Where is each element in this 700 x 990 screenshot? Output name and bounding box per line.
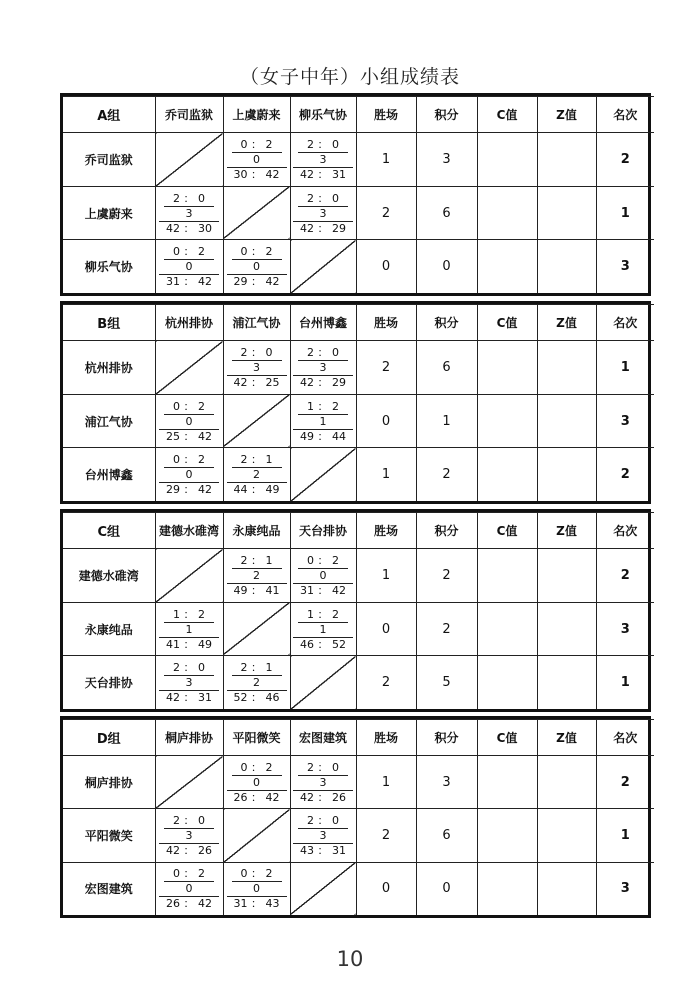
diagonal-cell	[290, 448, 356, 501]
z-value-cell	[537, 448, 596, 501]
match-score	[224, 245, 290, 288]
wins-cell: 1	[356, 756, 416, 809]
column-team-name: 浦江气协	[223, 305, 290, 341]
column-team-name: 建德水碓湾	[155, 513, 223, 549]
diagonal-cell	[223, 602, 290, 656]
team-row	[63, 341, 654, 395]
c-value-cell	[477, 186, 537, 240]
match-points: 3	[293, 829, 353, 844]
match-points: 0	[227, 776, 287, 791]
column-header: Z值	[537, 720, 596, 756]
score-cell	[155, 240, 223, 293]
column-team-name: 永康纯品	[223, 513, 290, 549]
row-team-name: 上虞蔚来	[63, 186, 155, 240]
point-totals: 31 ： 43	[233, 897, 280, 911]
points-cell: 1	[416, 394, 477, 448]
group-table	[60, 716, 651, 918]
row-team-name: 乔司监狱	[63, 133, 155, 187]
score-cell	[155, 186, 223, 240]
point-totals: 52 ： 46	[233, 691, 280, 705]
points-cell: 3	[416, 133, 477, 187]
team-row	[63, 656, 654, 709]
c-value-cell	[477, 549, 537, 603]
set-score: 2 ： 0	[164, 814, 214, 829]
team-row	[63, 756, 654, 809]
column-header: 胜场	[356, 305, 416, 341]
set-score: 0 ： 2	[164, 453, 214, 468]
score-cell	[155, 862, 223, 915]
points-cell: 0	[416, 862, 477, 915]
z-value-cell	[537, 133, 596, 187]
team-row	[63, 240, 654, 293]
z-value-cell	[537, 341, 596, 395]
row-team-name: 建德水碓湾	[63, 549, 155, 603]
set-score: 2 ： 0	[164, 192, 214, 207]
rank-cell: 2	[596, 756, 654, 809]
column-team-name: 桐庐排协	[155, 720, 223, 756]
match-points: 0	[159, 415, 219, 430]
column-header: 名次	[596, 513, 654, 549]
point-totals: 42 ： 30	[166, 221, 212, 235]
point-totals: 30 ： 42	[233, 167, 280, 181]
diagonal-cell	[223, 186, 290, 240]
rank-cell: 1	[596, 656, 654, 709]
point-totals: 43 ： 31	[300, 844, 346, 858]
points-cell: 3	[416, 756, 477, 809]
match-score	[291, 554, 356, 597]
z-value-cell	[537, 240, 596, 293]
team-row	[63, 133, 654, 187]
column-team-name: 杭州排协	[155, 305, 223, 341]
column-header: 名次	[596, 97, 654, 133]
points-cell: 2	[416, 549, 477, 603]
diagonal-cell	[223, 809, 290, 862]
set-score: 2 ： 0	[298, 761, 348, 776]
group-name: D组	[63, 720, 155, 756]
match-score	[156, 192, 223, 235]
match-score	[156, 867, 223, 910]
match-score	[156, 453, 223, 496]
header-row	[63, 513, 654, 549]
match-score	[156, 608, 223, 651]
row-team-name: 桐庐排协	[63, 756, 155, 809]
header-row	[63, 97, 654, 133]
column-team-name: 柳乐气协	[290, 97, 356, 133]
score-cell	[290, 341, 356, 395]
column-header: 名次	[596, 720, 654, 756]
point-totals: 26 ： 42	[166, 897, 212, 911]
rank-cell: 1	[596, 341, 654, 395]
column-header: 积分	[416, 513, 477, 549]
rank-cell: 3	[596, 240, 654, 293]
wins-cell: 1	[356, 549, 416, 603]
z-value-cell	[537, 186, 596, 240]
wins-cell: 2	[356, 809, 416, 862]
score-cell	[223, 240, 290, 293]
column-team-name: 乔司监狱	[155, 97, 223, 133]
rank-cell: 3	[596, 602, 654, 656]
score-cell	[223, 756, 290, 809]
set-score: 2 ： 0	[298, 192, 348, 207]
z-value-cell	[537, 549, 596, 603]
match-score	[291, 400, 356, 443]
header-row	[63, 720, 654, 756]
score-cell	[290, 394, 356, 448]
column-header: 积分	[416, 720, 477, 756]
diagonal-cell	[155, 549, 223, 603]
point-totals: 46 ： 52	[300, 637, 346, 651]
wins-cell: 2	[356, 656, 416, 709]
group-name: A组	[63, 97, 155, 133]
match-score	[156, 400, 223, 443]
match-points: 0	[227, 153, 287, 168]
rank-cell: 2	[596, 549, 654, 603]
diagonal-cell	[155, 341, 223, 395]
z-value-cell	[537, 862, 596, 915]
match-score	[291, 192, 356, 235]
row-team-name: 杭州排协	[63, 341, 155, 395]
rank-cell: 1	[596, 186, 654, 240]
point-totals: 31 ： 42	[300, 583, 346, 597]
score-cell	[223, 448, 290, 501]
row-team-name: 台州博鑫	[63, 448, 155, 501]
match-points: 1	[293, 415, 353, 430]
set-score: 1 ： 2	[164, 608, 214, 623]
results-table	[63, 96, 654, 293]
points-cell: 6	[416, 186, 477, 240]
score-cell	[155, 809, 223, 862]
set-score: 1 ： 2	[298, 608, 348, 623]
match-points: 2	[227, 676, 287, 691]
set-score: 2 ： 0	[164, 661, 214, 676]
column-header: C值	[477, 97, 537, 133]
match-points: 3	[293, 207, 353, 222]
wins-cell: 0	[356, 602, 416, 656]
rank-cell: 2	[596, 448, 654, 501]
set-score: 0 ： 2	[232, 867, 282, 882]
match-points: 0	[159, 468, 219, 483]
point-totals: 42 ： 31	[166, 691, 212, 705]
diagonal-cell	[155, 756, 223, 809]
set-score: 0 ： 2	[232, 245, 282, 260]
row-team-name: 天台排协	[63, 656, 155, 709]
match-score	[224, 138, 290, 181]
column-team-name: 天台排协	[290, 513, 356, 549]
match-score	[156, 814, 223, 857]
c-value-cell	[477, 656, 537, 709]
team-row	[63, 186, 654, 240]
set-score: 2 ： 0	[298, 346, 348, 361]
results-table	[63, 719, 654, 915]
match-points: 1	[159, 623, 219, 638]
wins-cell: 0	[356, 394, 416, 448]
match-points: 3	[159, 207, 219, 222]
diagonal-cell	[223, 394, 290, 448]
column-team-name: 宏图建筑	[290, 720, 356, 756]
score-cell	[290, 133, 356, 187]
match-points: 0	[293, 569, 353, 584]
point-totals: 31 ： 42	[166, 275, 212, 289]
score-cell	[290, 186, 356, 240]
c-value-cell	[477, 133, 537, 187]
score-cell	[223, 133, 290, 187]
point-totals: 29 ： 42	[166, 483, 212, 497]
column-team-name: 平阳微笑	[223, 720, 290, 756]
column-team-name: 上虞蔚来	[223, 97, 290, 133]
group-table	[60, 93, 651, 296]
match-score	[224, 867, 290, 910]
score-cell	[290, 602, 356, 656]
row-team-name: 平阳微笑	[63, 809, 155, 862]
z-value-cell	[537, 602, 596, 656]
points-cell: 2	[416, 602, 477, 656]
point-totals: 42 ： 25	[233, 375, 280, 389]
set-score: 0 ： 2	[164, 867, 214, 882]
z-value-cell	[537, 394, 596, 448]
score-cell	[155, 448, 223, 501]
match-points: 3	[159, 829, 219, 844]
point-totals: 42 ： 29	[300, 375, 346, 389]
point-totals: 42 ： 26	[300, 790, 346, 804]
team-row	[63, 809, 654, 862]
points-cell: 6	[416, 809, 477, 862]
team-row	[63, 394, 654, 448]
score-cell	[223, 656, 290, 709]
set-score: 0 ： 2	[164, 245, 214, 260]
set-score: 2 ： 0	[298, 138, 348, 153]
point-totals: 25 ： 42	[166, 429, 212, 443]
column-header: Z值	[537, 513, 596, 549]
set-score: 2 ： 1	[232, 661, 282, 676]
match-points: 0	[227, 260, 287, 275]
z-value-cell	[537, 756, 596, 809]
match-points: 2	[227, 569, 287, 584]
match-score	[291, 346, 356, 389]
set-score: 0 ： 2	[298, 554, 348, 569]
z-value-cell	[537, 656, 596, 709]
point-totals: 29 ： 42	[233, 275, 280, 289]
point-totals: 42 ： 31	[300, 167, 346, 181]
rank-cell: 3	[596, 862, 654, 915]
column-header: Z值	[537, 305, 596, 341]
point-totals: 49 ： 41	[233, 583, 280, 597]
set-score: 1 ： 2	[298, 400, 348, 415]
set-score: 0 ： 2	[232, 761, 282, 776]
match-score	[224, 346, 290, 389]
match-score	[224, 554, 290, 597]
diagonal-cell	[155, 133, 223, 187]
match-score	[291, 138, 356, 181]
match-score	[291, 761, 356, 804]
column-header: 胜场	[356, 720, 416, 756]
results-table	[63, 512, 654, 709]
results-table	[63, 304, 654, 501]
match-score	[224, 453, 290, 496]
match-points: 3	[293, 361, 353, 376]
c-value-cell	[477, 240, 537, 293]
match-points: 0	[159, 882, 219, 897]
score-cell	[290, 809, 356, 862]
c-value-cell	[477, 809, 537, 862]
column-team-name: 台州博鑫	[290, 305, 356, 341]
column-header: 积分	[416, 305, 477, 341]
point-totals: 41 ： 49	[166, 637, 212, 651]
wins-cell: 0	[356, 862, 416, 915]
match-points: 0	[159, 260, 219, 275]
point-totals: 49 ： 44	[300, 429, 346, 443]
column-header: 胜场	[356, 513, 416, 549]
match-score	[156, 245, 223, 288]
match-score	[224, 661, 290, 704]
match-points: 3	[293, 776, 353, 791]
set-score: 2 ： 0	[298, 814, 348, 829]
header-row	[63, 305, 654, 341]
set-score: 2 ： 0	[232, 346, 282, 361]
team-row	[63, 448, 654, 501]
diagonal-cell	[290, 656, 356, 709]
c-value-cell	[477, 341, 537, 395]
column-header: C值	[477, 513, 537, 549]
match-score	[156, 661, 223, 704]
diagonal-cell	[290, 862, 356, 915]
wins-cell: 1	[356, 133, 416, 187]
score-cell	[155, 602, 223, 656]
score-cell	[155, 656, 223, 709]
point-totals: 42 ： 26	[166, 844, 212, 858]
column-header: C值	[477, 305, 537, 341]
score-cell	[223, 341, 290, 395]
c-value-cell	[477, 756, 537, 809]
match-score	[291, 814, 356, 857]
score-cell	[290, 549, 356, 603]
rank-cell: 1	[596, 809, 654, 862]
diagonal-cell	[290, 240, 356, 293]
page-number: 10	[336, 947, 364, 971]
group-name: B组	[63, 305, 155, 341]
row-team-name: 宏图建筑	[63, 862, 155, 915]
team-row	[63, 602, 654, 656]
point-totals: 44 ： 49	[233, 483, 280, 497]
group-table	[60, 301, 651, 504]
c-value-cell	[477, 448, 537, 501]
c-value-cell	[477, 602, 537, 656]
points-cell: 5	[416, 656, 477, 709]
c-value-cell	[477, 862, 537, 915]
column-header: 胜场	[356, 97, 416, 133]
points-cell: 0	[416, 240, 477, 293]
point-totals: 42 ： 29	[300, 221, 346, 235]
row-team-name: 柳乐气协	[63, 240, 155, 293]
set-score: 2 ： 1	[232, 554, 282, 569]
points-cell: 2	[416, 448, 477, 501]
group-table	[60, 509, 651, 712]
column-header: 积分	[416, 97, 477, 133]
set-score: 2 ： 1	[232, 453, 282, 468]
score-cell	[290, 756, 356, 809]
match-score	[224, 761, 290, 804]
team-row	[63, 549, 654, 603]
z-value-cell	[537, 809, 596, 862]
match-points: 3	[159, 676, 219, 691]
match-points: 3	[293, 153, 353, 168]
page-title: （女子中年）小组成绩表	[239, 66, 460, 88]
score-cell	[223, 862, 290, 915]
wins-cell: 2	[356, 186, 416, 240]
set-score: 0 ： 2	[232, 138, 282, 153]
rank-cell: 2	[596, 133, 654, 187]
point-totals: 26 ： 42	[233, 790, 280, 804]
match-points: 1	[293, 623, 353, 638]
wins-cell: 2	[356, 341, 416, 395]
rank-cell: 3	[596, 394, 654, 448]
column-header: 名次	[596, 305, 654, 341]
match-points: 2	[227, 468, 287, 483]
column-header: Z值	[537, 97, 596, 133]
points-cell: 6	[416, 341, 477, 395]
team-row	[63, 862, 654, 915]
match-points: 3	[227, 361, 287, 376]
wins-cell: 1	[356, 448, 416, 501]
score-cell	[155, 394, 223, 448]
column-header: C值	[477, 720, 537, 756]
row-team-name: 浦江气协	[63, 394, 155, 448]
c-value-cell	[477, 394, 537, 448]
row-team-name: 永康纯品	[63, 602, 155, 656]
match-points: 0	[227, 882, 287, 897]
group-name: C组	[63, 513, 155, 549]
match-score	[291, 608, 356, 651]
score-cell	[223, 549, 290, 603]
wins-cell: 0	[356, 240, 416, 293]
set-score: 0 ： 2	[164, 400, 214, 415]
